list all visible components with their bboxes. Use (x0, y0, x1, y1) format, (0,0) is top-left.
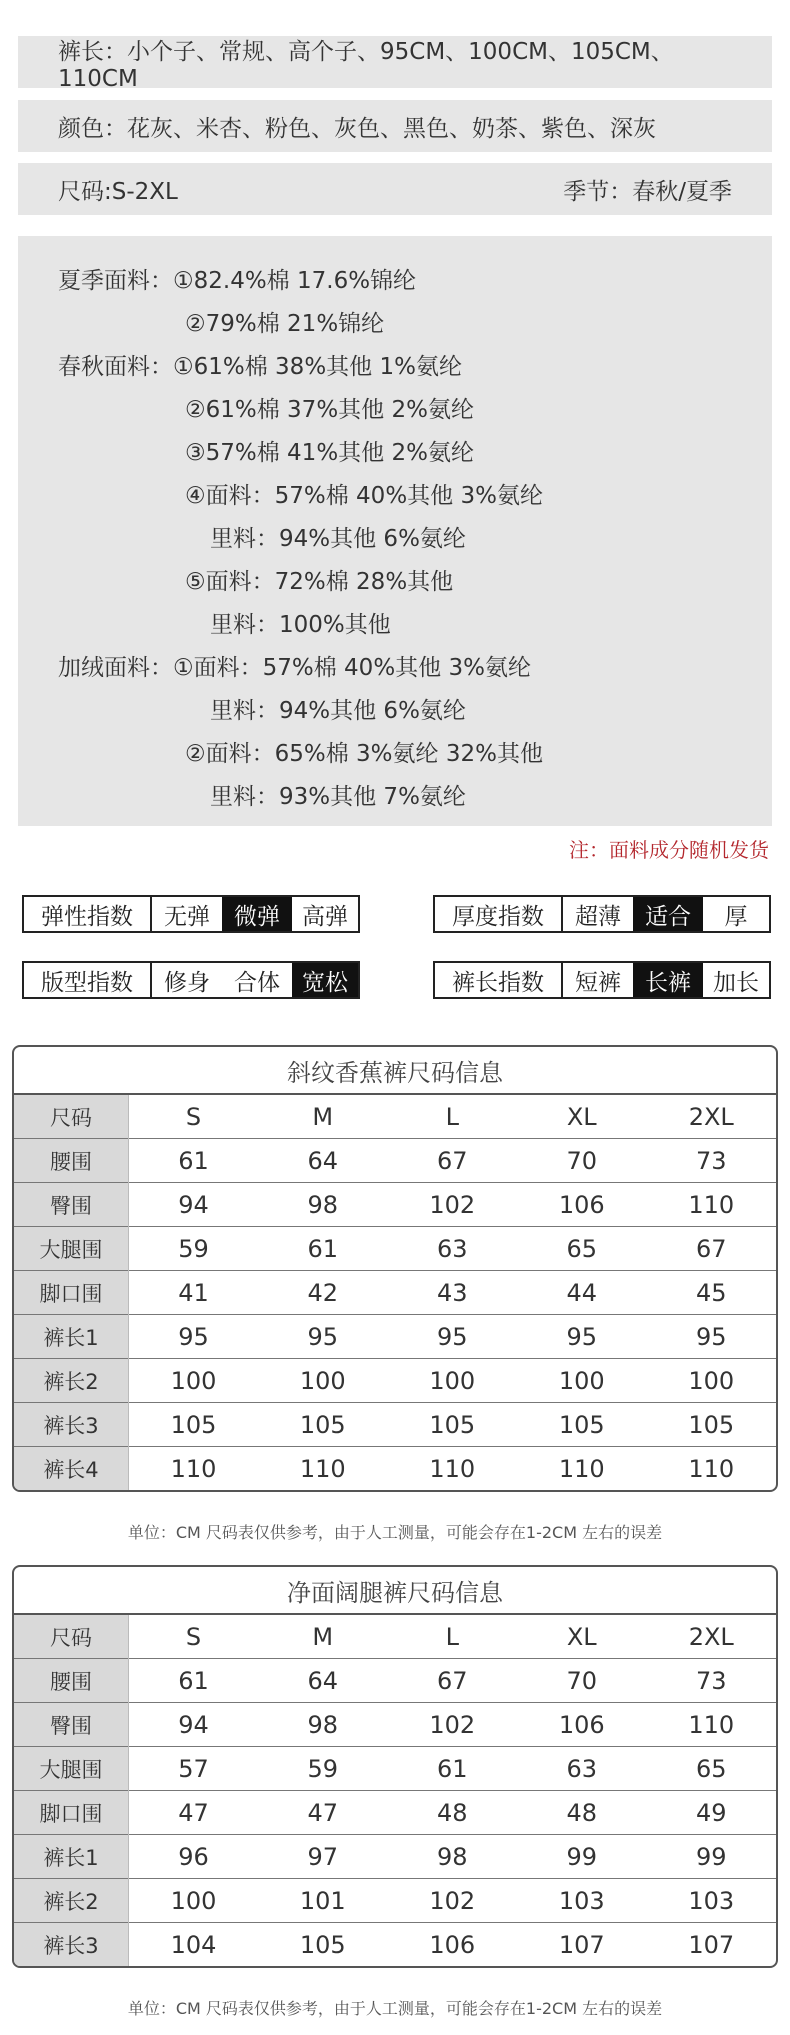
table-row (14, 1183, 776, 1227)
table-cell: 106 (517, 1183, 647, 1227)
size-table-twill (12, 1045, 778, 1492)
table-cell: 100 (517, 1359, 647, 1403)
row-label: 大腿围 (14, 1747, 129, 1791)
table-cell: 48 (388, 1791, 518, 1835)
table-cell: 100 (258, 1359, 388, 1403)
table-cell: XL (566, 1622, 597, 1651)
table-cell: 95 (647, 1315, 777, 1359)
color-info-bar (18, 100, 772, 152)
fabric-line: ②61%棉 37%其他 2%氨纶 (185, 397, 474, 423)
fabric-composition (18, 236, 772, 826)
table-cell: 61 (129, 1659, 259, 1703)
table-title: 斜纹香蕉裤尺码信息 (14, 1047, 776, 1095)
table-cell: 102 (388, 1879, 518, 1923)
size-table (14, 1095, 776, 1490)
table-cell: 101 (258, 1879, 388, 1923)
size-season-bar (18, 163, 772, 215)
length-index-label: 裤长指数 (435, 963, 563, 997)
elasticity-index-label: 弹性指数 (24, 897, 152, 931)
table-cell: 94 (129, 1183, 259, 1227)
table-row (14, 1447, 776, 1491)
fabric-line: 加绒面料：①面料：57%棉 40%其他 3%氨纶 (58, 655, 531, 681)
row-label: 腰围 (14, 1659, 129, 1703)
table-cell: 41 (129, 1271, 259, 1315)
thickness-index-label: 厚度指数 (435, 897, 563, 931)
table-cell: XL (566, 1102, 597, 1131)
table-cell: 61 (129, 1139, 259, 1183)
table-cell: 59 (129, 1227, 259, 1271)
fabric-line: 里料：94%其他 6%氨纶 (210, 698, 466, 724)
table-cell: 110 (517, 1447, 647, 1491)
row-label: 尺码 (14, 1615, 129, 1659)
table-cell: 67 (388, 1139, 518, 1183)
thickness-index (433, 895, 771, 933)
row-label: 臀围 (14, 1703, 129, 1747)
table-cell: 100 (129, 1879, 259, 1923)
fabric-line: ④面料：57%棉 40%其他 3%氨纶 (185, 483, 543, 509)
length-option-selected: 长裤 (633, 963, 703, 997)
table-cell: 2XL (688, 1622, 734, 1651)
length-info: 裤长：小个子、常规、高个子、95CM、100CM、105CM、110CM (58, 38, 674, 92)
thickness-option-selected: 适合 (633, 897, 703, 931)
table-cell: 67 (388, 1659, 518, 1703)
table-cell: 98 (258, 1183, 388, 1227)
table-cell: 103 (517, 1879, 647, 1923)
fabric-note: 注：面料成分随机发货 (569, 838, 769, 862)
table-cell: 95 (388, 1315, 518, 1359)
table-cell: 105 (129, 1403, 259, 1447)
fabric-line: 夏季面料：①82.4%棉 17.6%锦纶 (58, 268, 417, 294)
table-cell: 64 (258, 1139, 388, 1183)
table-cell: 104 (129, 1923, 259, 1967)
row-label: 裤长3 (14, 1923, 129, 1967)
table-cell: S (185, 1622, 202, 1651)
size-table-wide-leg (12, 1565, 778, 1968)
size-footnote: 单位：CM 尺码表仅供参考，由于人工测量，可能会存在1-2CM 左右的误差 (127, 1523, 663, 1542)
elasticity-option-selected: 微弹 (222, 897, 292, 931)
elasticity-option: 无弹 (164, 903, 210, 930)
fit-index-label: 版型指数 (24, 963, 152, 997)
table-cell: 110 (647, 1183, 777, 1227)
row-label: 裤长1 (14, 1315, 129, 1359)
table-cell: 105 (517, 1403, 647, 1447)
table-cell: 100 (129, 1359, 259, 1403)
table-cell: 107 (517, 1923, 647, 1967)
table-cell: 102 (388, 1703, 518, 1747)
table-header-row (14, 1095, 776, 1139)
table-cell: 70 (517, 1139, 647, 1183)
table-row (14, 1315, 776, 1359)
fit-option: 修身 (164, 969, 210, 996)
table-cell: 65 (517, 1227, 647, 1271)
table-row (14, 1835, 776, 1879)
row-label: 腰围 (14, 1139, 129, 1183)
table-cell: 110 (258, 1447, 388, 1491)
fit-option-selected: 宽松 (292, 963, 358, 997)
table-cell: 44 (517, 1271, 647, 1315)
table-title: 净面阔腿裤尺码信息 (14, 1567, 776, 1615)
table-row (14, 1359, 776, 1403)
row-label: 裤长2 (14, 1879, 129, 1923)
table-cell: 95 (517, 1315, 647, 1359)
size-footnote: 单位：CM 尺码表仅供参考，由于人工测量，可能会存在1-2CM 左右的误差 (127, 1999, 663, 2018)
table-cell: 49 (647, 1791, 777, 1835)
row-label: 臀围 (14, 1183, 129, 1227)
table-cell: 110 (647, 1447, 777, 1491)
table-cell: 95 (129, 1315, 259, 1359)
table-cell: 99 (647, 1835, 777, 1879)
table-cell: 48 (517, 1791, 647, 1835)
color-info: 颜色：花灰、米杏、粉色、灰色、黑色、奶茶、紫色、深灰 (58, 115, 656, 142)
table-cell: M (312, 1102, 334, 1131)
table-row (14, 1271, 776, 1315)
fit-index (22, 961, 360, 999)
table-cell: 110 (647, 1703, 777, 1747)
table-row (14, 1879, 776, 1923)
thickness-option: 超薄 (575, 903, 621, 930)
table-cell: L (445, 1622, 459, 1651)
elasticity-index (22, 895, 360, 933)
table-row (14, 1139, 776, 1183)
table-cell: 97 (258, 1835, 388, 1879)
table-row (14, 1747, 776, 1791)
table-cell: 95 (258, 1315, 388, 1359)
table-cell: L (445, 1102, 459, 1131)
row-label: 脚口围 (14, 1271, 129, 1315)
table-cell: 47 (258, 1791, 388, 1835)
table-cell: 2XL (688, 1102, 734, 1131)
table-cell: 110 (388, 1447, 518, 1491)
table-cell: 105 (258, 1923, 388, 1967)
row-label: 尺码 (14, 1095, 129, 1139)
table-row (14, 1227, 776, 1271)
table-cell: 65 (647, 1747, 777, 1791)
length-option: 加长 (713, 969, 759, 996)
table-cell: 107 (647, 1923, 777, 1967)
table-cell: 47 (129, 1791, 259, 1835)
table-cell: 42 (258, 1271, 388, 1315)
table-cell: 99 (517, 1835, 647, 1879)
size-table (14, 1615, 776, 1966)
fabric-line: ⑤面料：72%棉 28%其他 (185, 569, 454, 595)
row-label: 脚口围 (14, 1791, 129, 1835)
table-cell: 96 (129, 1835, 259, 1879)
table-cell: 61 (258, 1227, 388, 1271)
table-cell: 106 (517, 1703, 647, 1747)
fabric-line: ③57%棉 41%其他 2%氨纶 (185, 440, 474, 466)
table-row (14, 1659, 776, 1703)
length-index (433, 961, 771, 999)
table-cell: 63 (517, 1747, 647, 1791)
table-cell: 70 (517, 1659, 647, 1703)
table-cell: 105 (258, 1403, 388, 1447)
table-cell: S (185, 1102, 202, 1131)
table-cell: 73 (647, 1659, 777, 1703)
thickness-option: 厚 (724, 903, 748, 930)
table-cell: 94 (129, 1703, 259, 1747)
row-label: 裤长2 (14, 1359, 129, 1403)
table-cell: M (312, 1622, 334, 1651)
table-cell: 63 (388, 1227, 518, 1271)
table-header-row (14, 1615, 776, 1659)
table-cell: 106 (388, 1923, 518, 1967)
fit-option: 合体 (234, 969, 280, 996)
fabric-line: 里料：93%其他 7%氨纶 (210, 784, 466, 810)
season-info: 季节：春秋/夏季 (563, 178, 732, 205)
table-cell: 103 (647, 1879, 777, 1923)
table-cell: 100 (647, 1359, 777, 1403)
elasticity-option: 高弹 (302, 903, 348, 930)
row-label: 大腿围 (14, 1227, 129, 1271)
length-option: 短裤 (575, 969, 621, 996)
table-cell: 105 (647, 1403, 777, 1447)
table-cell: 98 (388, 1835, 518, 1879)
fabric-line: 春秋面料：①61%棉 38%其他 1%氨纶 (58, 354, 462, 380)
table-cell: 45 (647, 1271, 777, 1315)
table-row (14, 1923, 776, 1967)
table-row (14, 1403, 776, 1447)
fabric-line: 里料：94%其他 6%氨纶 (210, 526, 466, 552)
row-label: 裤长3 (14, 1403, 129, 1447)
table-row (14, 1791, 776, 1835)
table-cell: 73 (647, 1139, 777, 1183)
length-info-bar (18, 36, 772, 92)
table-cell: 43 (388, 1271, 518, 1315)
row-label: 裤长1 (14, 1835, 129, 1879)
table-cell: 67 (647, 1227, 777, 1271)
table-cell: 57 (129, 1747, 259, 1791)
table-row (14, 1703, 776, 1747)
table-cell: 102 (388, 1183, 518, 1227)
table-cell: 61 (388, 1747, 518, 1791)
fabric-line: ②面料：65%棉 3%氨纶 32%其他 (185, 741, 543, 767)
fabric-line: ②79%棉 21%锦纶 (185, 311, 385, 337)
table-cell: 64 (258, 1659, 388, 1703)
table-cell: 110 (129, 1447, 259, 1491)
fabric-line: 里料：100%其他 (210, 612, 391, 638)
table-cell: 59 (258, 1747, 388, 1791)
table-cell: 98 (258, 1703, 388, 1747)
size-info: 尺码:S-2XL (58, 178, 178, 205)
row-label: 裤长4 (14, 1447, 129, 1491)
table-cell: 100 (388, 1359, 518, 1403)
table-cell: 105 (388, 1403, 518, 1447)
